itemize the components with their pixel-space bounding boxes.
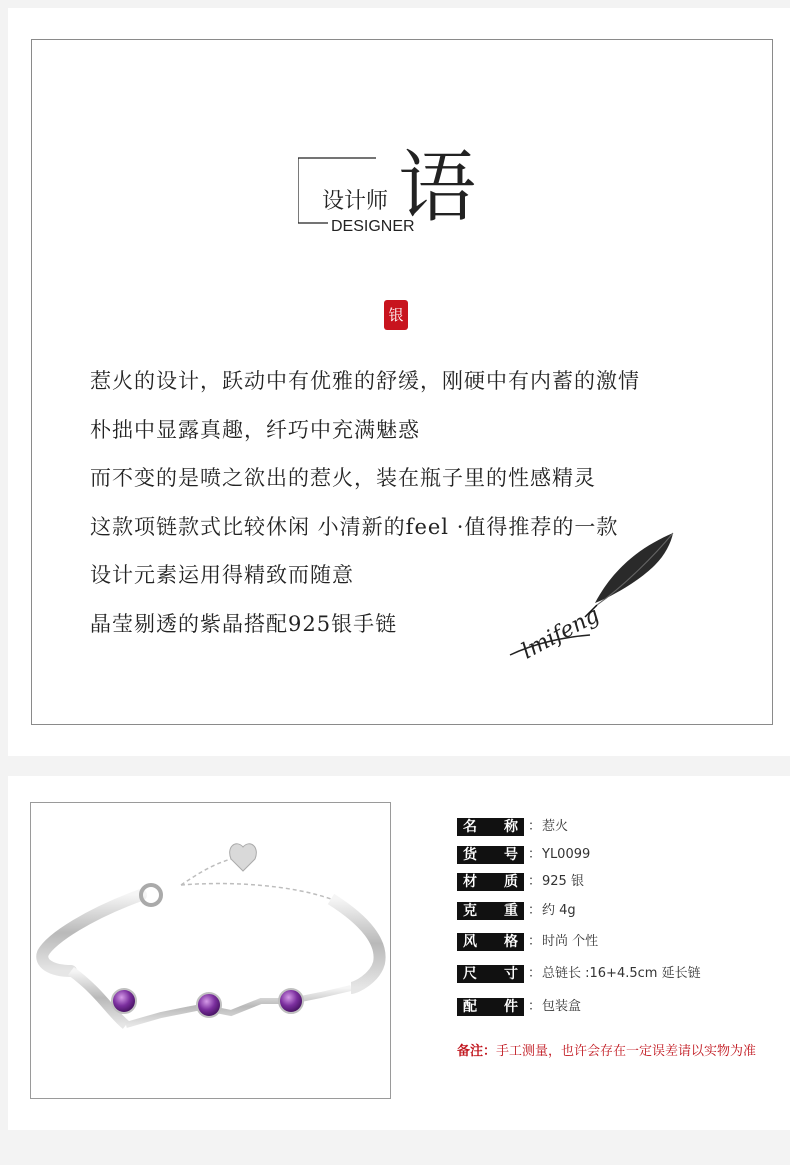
spec-label: 名 称 xyxy=(457,818,524,836)
note-text: 手工测量，也许会存在一定误差请以实物为准 xyxy=(496,1044,757,1059)
poem-line: 而不变的是喷之欲出的惹火，装在瓶子里的性感精灵 xyxy=(90,466,596,490)
spec-label: 尺 寸 xyxy=(457,965,524,983)
amethyst-stone xyxy=(112,989,136,1013)
spec-row-style: 风 格 ： 时尚 个性 xyxy=(457,933,777,953)
spec-value: 约 4g xyxy=(542,903,576,918)
silver-seal-stamp: 银 xyxy=(384,300,408,330)
poem-line: 这款项链款式比较休闲 小清新的feel ·值得推荐的一款 xyxy=(90,514,619,539)
designer-logo xyxy=(298,128,508,238)
spec-label: 配 件 xyxy=(457,998,524,1016)
quill-feather-icon xyxy=(595,533,673,603)
poem-line: 晶莹剔透的紫晶搭配925银手链 xyxy=(90,611,398,636)
amethyst-stone xyxy=(197,993,221,1017)
poem-line: 朴拙中显露真趣，纤巧中充满魅惑 xyxy=(90,417,420,442)
logo-subtitle: DESIGNER xyxy=(331,218,415,235)
note-prefix: 备注： xyxy=(457,1044,497,1059)
signature-text: lmifeng xyxy=(517,602,604,665)
spec-row-material: 材 质 ： 925 银 xyxy=(457,873,777,893)
spec-row-code: 货 号 ： YL0099 xyxy=(457,846,777,866)
logo-title-cn: 设计师 xyxy=(322,189,389,214)
spec-label: 风 格 xyxy=(457,933,524,951)
spec-label: 材 质 xyxy=(457,873,524,891)
spec-row-name: 名 称 ： 惹火 xyxy=(457,818,777,838)
quill-signature xyxy=(505,525,680,665)
spec-value: 包装盒 xyxy=(542,999,582,1014)
spec-value: 总链长 :16+4.5cm 延长链 xyxy=(542,966,701,981)
spec-value: 时尚 个性 xyxy=(542,934,599,949)
bracelet-image xyxy=(30,802,391,1099)
spec-row-size: 尺 寸 ： 总链长 :16+4.5cm 延长链 xyxy=(457,965,777,985)
measurement-note xyxy=(457,1043,757,1061)
spec-label: 货 号 xyxy=(457,846,524,864)
amethyst-stone xyxy=(279,989,303,1013)
poem-line: 设计元素运用得精致而随意 xyxy=(90,563,354,587)
logo-title-big: 语 xyxy=(398,143,477,233)
spec-value: 惹火 xyxy=(542,819,569,834)
spec-row-accessory: 配 件 ： 包装盒 xyxy=(457,998,777,1018)
spec-value: YL0099 xyxy=(542,847,591,862)
heart-charm-icon xyxy=(230,844,257,871)
poem-line: 惹火的设计，跃动中有优雅的舒缓，刚硬中有内蓄的激情 xyxy=(90,369,640,393)
spec-row-weight: 克 重 ： 约 4g xyxy=(457,902,777,922)
spec-label: 克 重 xyxy=(457,902,524,920)
spec-value: 925 银 xyxy=(542,874,584,889)
